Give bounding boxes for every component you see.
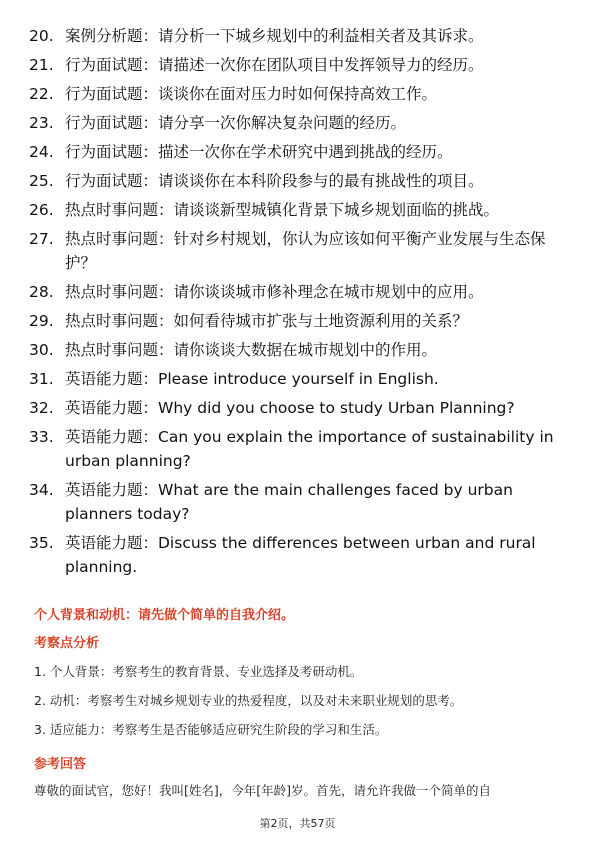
question-number: 22. [29,85,54,103]
question-number: 27. [29,230,54,248]
question-item [29,227,569,275]
question-text: 热点时事问题：针对乡村规划，你认为应该如何平衡产业发展与生态保护？ [65,230,546,272]
question-item [29,198,569,222]
question-number: 28. [29,283,54,301]
question-text: 热点时事问题：如何看待城市扩张与土地资源利用的关系？ [65,312,469,330]
question-list [29,24,569,584]
question-number: 23. [29,114,54,132]
question-text: 行为面试题：描述一次你在学术研究中遇到挑战的经历。 [65,143,453,161]
question-text: 行为面试题：请谈谈你在本科阶段参与的最有挑战性的项目。 [65,172,484,190]
question-number: 21. [29,56,54,74]
question-text: 热点时事问题：请你谈谈大数据在城市规划中的作用。 [65,341,438,359]
question-text: 英语能力题：Why did you choose to study Urban Planning? [65,399,515,417]
answer-paragraph: 尊敬的面试官，您好！我叫[姓名]，今年[年龄]岁。首先，请允许我做一个简单的自 [34,783,492,798]
question-text: 英语能力题：What are the main challenges faced by urban planners today? [65,481,513,523]
question-item [29,367,569,391]
question-number: 30. [29,341,54,359]
page-number: 第2页，共57页 [259,817,336,830]
answer-heading: 参考回答 [34,757,87,772]
question-number: 35. [29,534,54,552]
question-text: 热点时事问题：请你谈谈城市修补理念在城市规划中的应用。 [65,283,484,301]
question-number: 29. [29,312,54,330]
question-text: 案例分析题：请分析一下城乡规划中的利益相关者及其诉求。 [65,27,484,45]
question-text: 行为面试题：请分享一次你解决复杂问题的经历。 [65,114,407,132]
question-item [29,24,569,48]
analysis-point: 1. 个人背景：考察考生的教育背景、专业选择及考研动机。 [34,664,363,679]
question-number: 33. [29,428,54,446]
question-text: 热点时事问题：请谈谈新型城镇化背景下城乡规划面临的挑战。 [65,201,500,219]
question-number: 24. [29,143,54,161]
question-item [29,531,569,579]
question-number: 25. [29,172,54,190]
question-number: 31. [29,370,54,388]
analysis-point: 2. 动机：考察考生对城乡规划专业的热爱程度，以及对未来职业规划的思考。 [34,693,463,708]
question-number: 32. [29,399,54,417]
question-item [29,280,569,304]
question-number: 20. [29,27,54,45]
question-text: 英语能力题：Can you explain the importance of sustainability in urban planning? [65,428,554,470]
question-item [29,425,569,473]
question-item [29,140,569,164]
analysis-point: 3. 适应能力：考察考生是否能够适应研究生阶段的学习和生活。 [34,722,388,737]
question-number: 34. [29,481,54,499]
question-number: 26. [29,201,54,219]
analysis-heading: 考察点分析 [34,636,100,651]
question-text: 行为面试题：请描述一次你在团队项目中发挥领导力的经历。 [65,56,484,74]
question-item [29,396,569,420]
answer-section [34,607,564,800]
question-item [29,82,569,106]
question-text: 英语能力题：Please introduce yourself in English. [65,370,439,388]
question-item [29,478,569,526]
question-item [29,111,569,135]
question-text: 英语能力题：Discuss the differences between urban and rural planning. [65,534,536,576]
question-item [29,169,569,193]
section-title: 个人背景和动机：请先做个简单的自我介绍。 [34,608,295,623]
question-text: 行为面试题：谈谈你在面对压力时如何保持高效工作。 [65,85,438,103]
question-item [29,309,569,333]
question-item [29,338,569,362]
question-item [29,53,569,77]
